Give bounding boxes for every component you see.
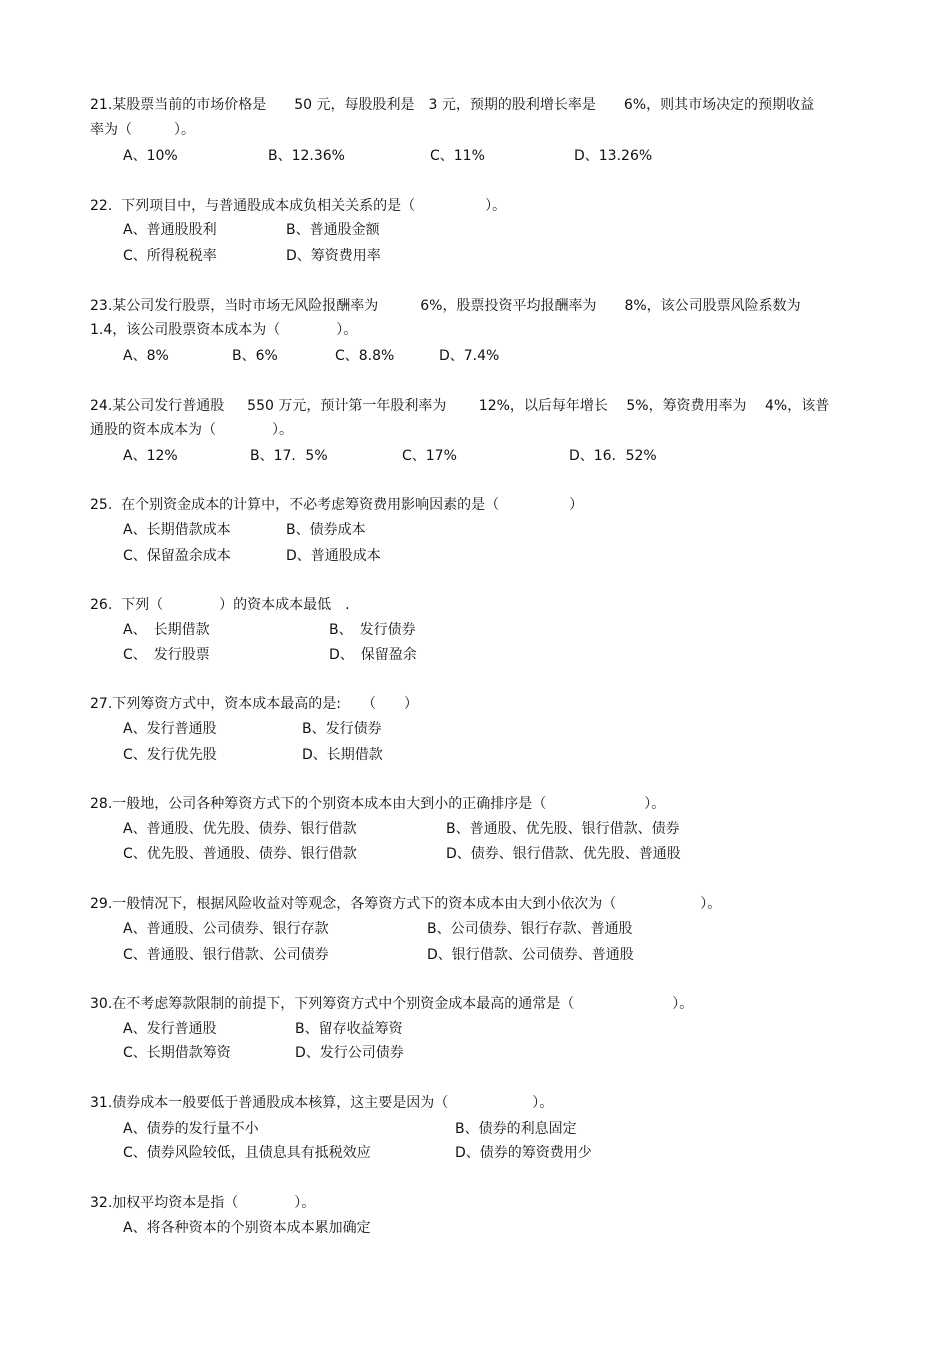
question-31-option-a: A、债券的发行量不小 xyxy=(123,1121,259,1137)
question-30-option-c: C、长期借款筹资 xyxy=(123,1045,231,1061)
question-23-stem-line-1: 23.某公司发行股票，当时市场无风险报酬率为 6%，股票投资平均报酬率为 8%，该公司股票风险系数为 xyxy=(90,298,801,314)
question-29-option-c: C、普通股、银行借款、公司债券 xyxy=(123,947,329,963)
question-21-option-c: C、11% xyxy=(430,148,485,164)
question-24-option-a: A、12% xyxy=(123,448,178,464)
question-22-option-c: C、所得税税率 xyxy=(123,248,217,264)
question-22-stem: 22. 下列项目中，与普通股成本成负相关关系的是（ ）。 xyxy=(90,198,507,214)
question-23-option-a: A、8% xyxy=(123,348,169,364)
question-28-option-b: B、普通股、优先股、银行借款、债券 xyxy=(446,821,680,837)
question-29-option-d: D、银行借款、公司债券、普通股 xyxy=(427,947,634,963)
question-31-option-b: B、债券的利息固定 xyxy=(455,1121,577,1137)
question-25-option-c: C、保留盈余成本 xyxy=(123,548,231,564)
question-29-option-a: A、普通股、公司债券、银行存款 xyxy=(123,921,329,937)
question-23-option-b: B、6% xyxy=(232,348,278,364)
question-24-option-b: B、17．5% xyxy=(250,448,328,464)
question-21-stem-line-2: 率为（ ）。 xyxy=(90,122,195,138)
question-23-option-d: D、7.4% xyxy=(439,348,500,364)
question-31-option-d: D、债券的筹资费用少 xyxy=(455,1145,592,1161)
question-28-stem: 28.一般地，公司各种筹资方式下的个别资本成本由大到小的正确排序是（ ）。 xyxy=(90,796,666,812)
question-30-option-b: B、留存收益筹资 xyxy=(295,1021,403,1037)
question-26-option-d: D、 保留盈余 xyxy=(329,647,417,663)
question-23-option-c: C、8.8% xyxy=(335,348,395,364)
question-24-option-c: C、17% xyxy=(402,448,457,464)
question-21-stem-line-1: 21.某股票当前的市场价格是 50 元，每股股利是 3 元，预期的股利增长率是 6%，则其市场决定的预期收益 xyxy=(90,97,815,113)
question-24-stem-line-2: 通股的资本成本为（ ）。 xyxy=(90,422,293,438)
question-28-option-c: C、优先股、普通股、债券、银行借款 xyxy=(123,846,357,862)
question-30-stem: 30.在不考虑筹款限制的前提下，下列筹资方式中个别资金成本最高的通常是（ ）。 xyxy=(90,996,694,1012)
question-24-stem-line-1: 24.某公司发行普通股 550 万元，预计第一年股利率为 12%，以后每年增长 5%，筹资费用率为 4%，该普 xyxy=(90,398,830,414)
question-21-option-b: B、12.36% xyxy=(268,148,345,164)
question-31-option-c: C、债券风险较低，且债息具有抵税效应 xyxy=(123,1145,371,1161)
question-27-option-d: D、长期借款 xyxy=(302,747,383,763)
question-28-option-a: A、普通股、优先股、债券、银行借款 xyxy=(123,821,357,837)
question-22-option-a: A、普通股股利 xyxy=(123,222,217,238)
question-29-option-b: B、公司债券、银行存款、普通股 xyxy=(427,921,633,937)
question-21-option-a: A、10% xyxy=(123,148,178,164)
question-27-option-b: B、发行债券 xyxy=(302,721,382,737)
question-27-option-a: A、发行普通股 xyxy=(123,721,217,737)
question-22-option-b: B、普通股金额 xyxy=(286,222,380,238)
question-23-stem-line-2: 1.4，该公司股票资本成本为（ ）。 xyxy=(90,322,358,338)
question-32-stem: 32.加权平均资本是指（ ）。 xyxy=(90,1195,316,1211)
question-28-option-d: D、债券、银行借款、优先股、普通股 xyxy=(446,846,681,862)
question-32-option-a: A、将各种资本的个别资本成本累加确定 xyxy=(123,1220,371,1236)
question-31-stem: 31.债券成本一般要低于普通股成本核算，这主要是因为（ ）。 xyxy=(90,1095,554,1111)
question-29-stem: 29.一般情况下，根据风险收益对等观念，各筹资方式下的资本成本由大到小依次为（ ）。 xyxy=(90,896,722,912)
question-27-option-c: C、发行优先股 xyxy=(123,747,217,763)
question-30-option-d: D、发行公司债券 xyxy=(295,1045,404,1061)
question-22-option-d: D、筹资费用率 xyxy=(286,248,381,264)
question-26-option-b: B、 发行债券 xyxy=(329,622,416,638)
question-27-stem: 27.下列筹资方式中，资本成本最高的是: （ ） xyxy=(90,696,418,712)
question-26-option-c: C、 发行股票 xyxy=(123,647,210,663)
question-24-option-d: D、16．52% xyxy=(569,448,657,464)
question-21-option-d: D、13.26% xyxy=(574,148,653,164)
question-30-option-a: A、发行普通股 xyxy=(123,1021,217,1037)
question-25-option-d: D、普通股成本 xyxy=(286,548,381,564)
question-26-stem: 26. 下列（ ）的资本成本最低 . xyxy=(90,597,350,613)
question-25-option-a: A、长期借款成本 xyxy=(123,522,231,538)
question-25-stem: 25. 在个别资金成本的计算中，不必考虑筹资费用影响因素的是（ ） xyxy=(90,497,584,513)
question-25-option-b: B、债券成本 xyxy=(286,522,366,538)
question-26-option-a: A、 长期借款 xyxy=(123,622,210,638)
